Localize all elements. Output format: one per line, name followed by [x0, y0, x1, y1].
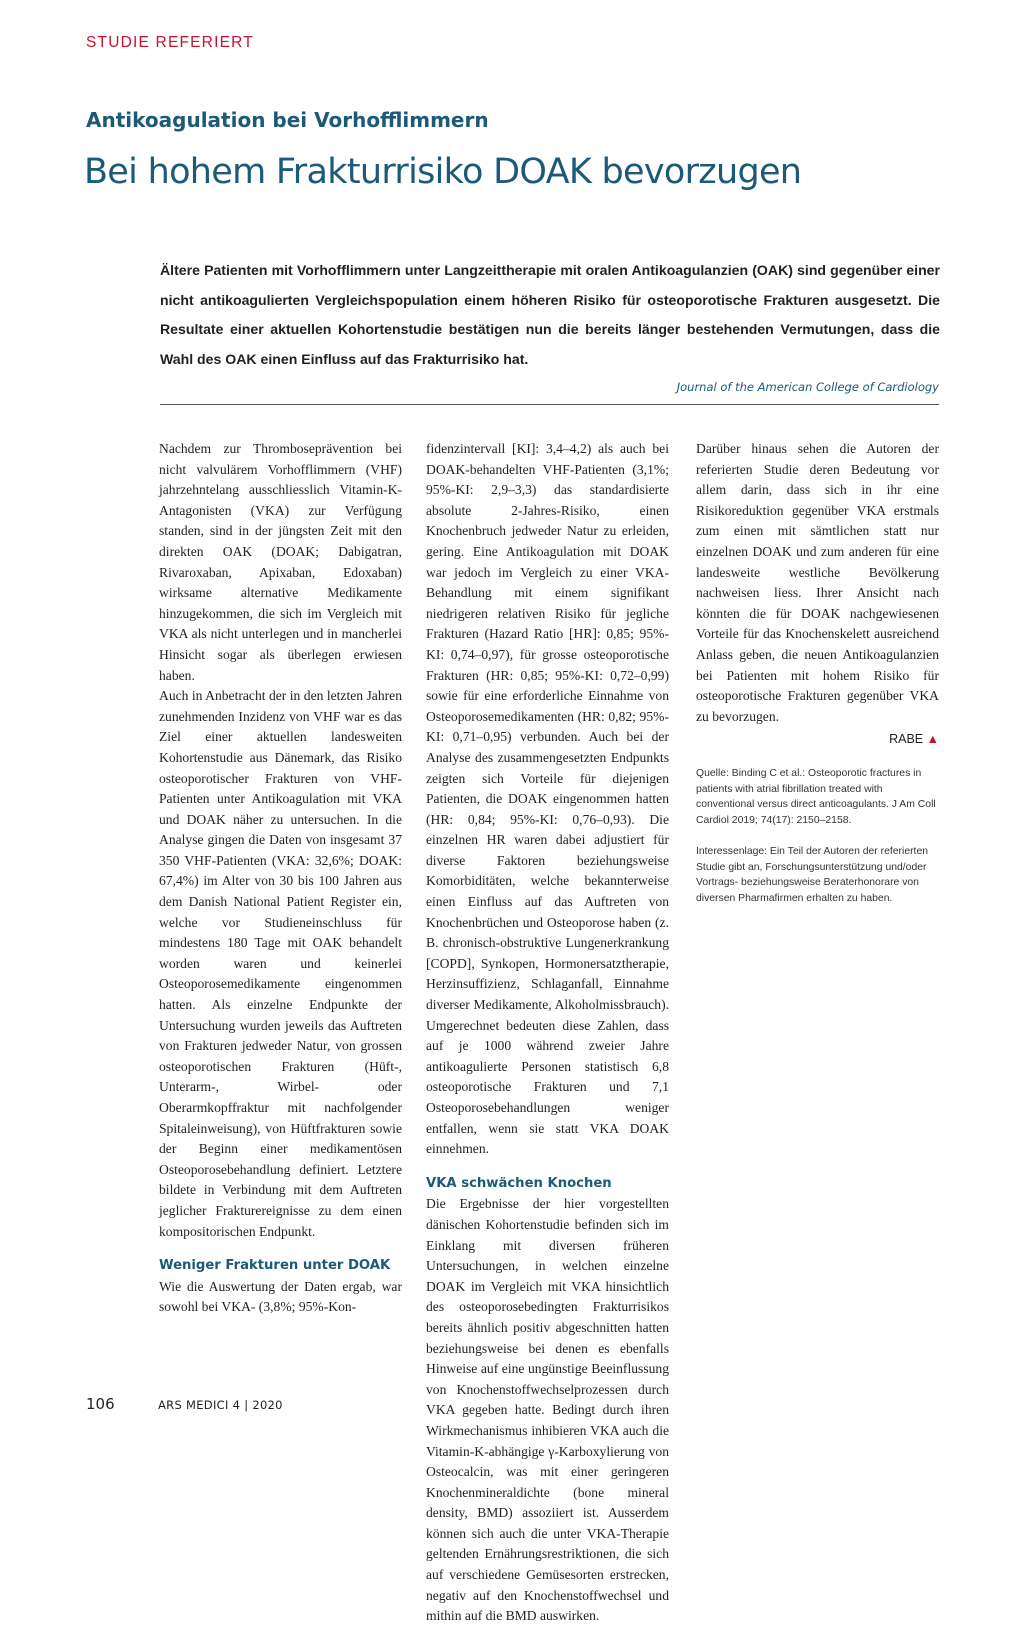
body-column-2: [426, 439, 669, 1627]
article-subtitle: Antikoagulation bei Vorhofflimmern: [86, 108, 489, 132]
issue-label: ARS MEDICI 4 | 2020: [158, 1398, 283, 1412]
source-note: Quelle: Binding C et al.: Osteoporotic fractures in patients with atrial fibrillation treated with conventional versus direct anticoagulants. J Am Coll Cardiol 2019; 74(17): 2150–2158.: [696, 767, 936, 826]
body-paragraph: fidenzintervall [KI]: 3,4–4,2) als auch bei DOAK-behandelten VHF-Patienten (3,1%; 95%-KI: 2,9–3,3) das standardisierte absolute 2-Jahres-Risiko, einen Knochenbruch jedweder Natur zu erleiden, gering. Eine Antikoagulation mit DOAK war jedoch im Vergleich zu einer VKA-Behandlung mit einem signifikant niedrigeren relativen Risiko für jegliche Frakturen (Hazard Ratio [HR]: 0,85; 95%-KI: 0,74–0,97), für grosse osteoporotische Frakturen (HR: 0,85; 95%-KI: 0,72–0,99) sowie für eine erforderliche Einnahme von Osteoporosemedikamenten (HR: 0,82; 95%-KI: 0,71–0,95) verbunden. Auch bei der Analyse des zusammengesetzten Endpunkts zeigten sich Vorteile für diejenigen Patienten, die DOAK eingenommen hatten (HR: 0,84; 95%-KI: 0,76–0,93). Die einzelnen HR waren dabei adjustiert für diverse Faktoren beziehungsweise Komorbiditäten, welche bekannterweise einen Einfluss auf das Auftreten von Knochenbrüchen und Osteoporose haben (z. B. chronisch-obstruktive Lungenerkrankung [COPD], Synkopen, Hormonersatztherapie, Herzinsuffizienz, Schlaganfall, Einnahme diverser Medikamente, Alkoholmissbrauch). Umgerechnet bedeuten diese Zahlen, dass auf je 1000 während zweier Jahre antikoagulierte Personen statistisch 6,8 osteoporotische Frakturen und 7,1 Osteoporosebehandlungen weniger entfallen, wenn sie statt VKA DOAK einnehmen.: [426, 441, 669, 1157]
body-column-1: [159, 439, 402, 1318]
body-paragraph: Die Ergebnisse der hier vorgestellten dänischen Kohortenstudie befinden sich im Einklang mit diversen früheren Untersuchungen, in welchen einzelne DOAK im Vergleich mit VKA hinsichtlich des osteoporosebedingten Frakturrisikos bereits ähnlich positiv abgeschnitten hatten beziehungsweise bei denen es ebenfalls Hinweise auf eine ungünstige Beeinflussung von Knochenstoffwechselprozessen durch VKA gegeben hatte. Bedingt durch ihren Wirkmechanismus inhibieren VKA auch die Vitamin-K-abhängige γ-Karboxylierung von Osteocalcin, was mit einer geringeren Knochenmineraldichte (bone mineral density, BMD) assoziiert ist. Ausserdem können sich auch die unter VKA-Therapie geltenden Ernährungsrestriktionen, die sich auf verschiedene Gemüsesorten erstrecken, negativ auf den Knochenstoffwechsel und mithin auf die BMD auswirken.: [426, 1196, 669, 1624]
journal-name: Journal of the American College of Cardiology: [676, 380, 939, 394]
interests-note: Interessenlage: Ein Teil der Autoren der referierten Studie gibt an, Forschungsunterstützung und/oder Vortrags- beziehungsweise Beraterhonorare von diversen Pharmafirmen erhalten zu haben.: [696, 846, 929, 905]
lead-divider: [160, 404, 939, 405]
body-column-3: [696, 439, 939, 907]
author-initials: RABE: [889, 732, 924, 747]
body-paragraph: Wie die Auswertung der Daten ergab, war sowohl bei VKA- (3,8%; 95%-Kon-: [159, 1278, 402, 1315]
section-heading: Weniger Frakturen unter DOAK: [159, 1258, 391, 1274]
body-paragraph: Darüber hinaus sehen die Autoren der referierten Studie deren Bedeutung vor allem darin, dass sich in ihr eine Risikoreduktion gegenüber VKA erstmals zum einen mit sämtlichen statt nur einzelnen DOAK und zum anderen für eine landesweite westliche Bevölkerung nachweisen liess. Ihrer Ansicht nach könnten die für DOAK nachgewiesenen Vorteile für das Knochenskelett ausreichend Anlass geben, die neuen Antikoagulanzien bei Patienten mit hohem Risiko für osteoporotische Frakturen gegenüber VKA zu bevorzugen.: [696, 441, 939, 724]
body-paragraph: Nachdem zur Thromboseprävention bei nicht valvulärem Vorhofflimmern (VHF) jahrzehntelang ausschliesslich Vitamin-K-Antagonisten (VKA) zur Verfügung standen, sind in der jüngsten Zeit mit den direkten OAK (DOAK; Dabigatran, Rivaroxaban, Apixaban, Edoxaban) wirksame alternative Medikamente hinzugekommen, die sich im Vergleich mit VKA als nicht unterlegen und in mancherlei Hinsicht sogar als überlegen erwiesen haben.: [159, 441, 402, 683]
lead-paragraph: Ältere Patienten mit Vorhofflimmern unter Langzeittherapie mit oralen Antikoagulanzien (OAK) sind gegenüber einer nicht antikoagulierten Vergleichspopulation einem höheren Risiko für osteoporotische Frakturen ausgesetzt. Die Resultate einer aktuellen Kohortenstudie bestätigen nun die bereits länger bestehenden Vermutungen, dass die Wahl des OAK einen Einfluss auf das Frakturrisiko hat.: [160, 262, 940, 367]
body-paragraph: Auch in Anbetracht der in den letzten Jahren zunehmenden Inzidenz von VHF war es das Ziel einer aktuellen landesweiten Kohortenstudie aus Dänemark, das Risiko osteoporotischer Frakturen von VHF-Patienten unter Antikoagulation mit VKA und DOAK näher zu untersuchen. In die Analyse gingen die Daten von insgesamt 37 350 VHF-Patienten (VKA: 32,6%; DOAK: 67,4%) im Alter von 30 bis 100 Jahren aus dem Danish National Patient Register ein, welche vor Studieneinschluss für mindestens 180 Tage mit OAK behandelt worden waren und keinerlei Osteoporosemedikamente eingenommen hatten. Als einzelne Endpunkte der Untersuchung wurden jeweils das Auftreten von Frakturen jedweder Natur, von grossen osteoporotischen Frakturen (Hüft-, Unterarm-, Wirbel- oder Oberarmkopffraktur mit nachfolgender Spitaleinweisung), von Hüftfrakturen sowie der Beginn einer medikamentösen Osteoporosebehandlung definiert. Letztere bildete in Verbindung mit dem Auftreten jeglicher Frakturereignisse zu dem einen kompositorischen Endpunkt.: [159, 688, 402, 1239]
page-number: 106: [86, 1395, 115, 1413]
section-kicker: STUDIE REFERIERT: [86, 34, 254, 51]
triangle-icon: ▲: [926, 732, 939, 747]
author-signature: [696, 729, 939, 750]
article-title: Bei hohem Frakturrisiko DOAK bevorzugen: [84, 152, 802, 192]
section-heading: VKA schwächen Knochen: [426, 1175, 612, 1191]
